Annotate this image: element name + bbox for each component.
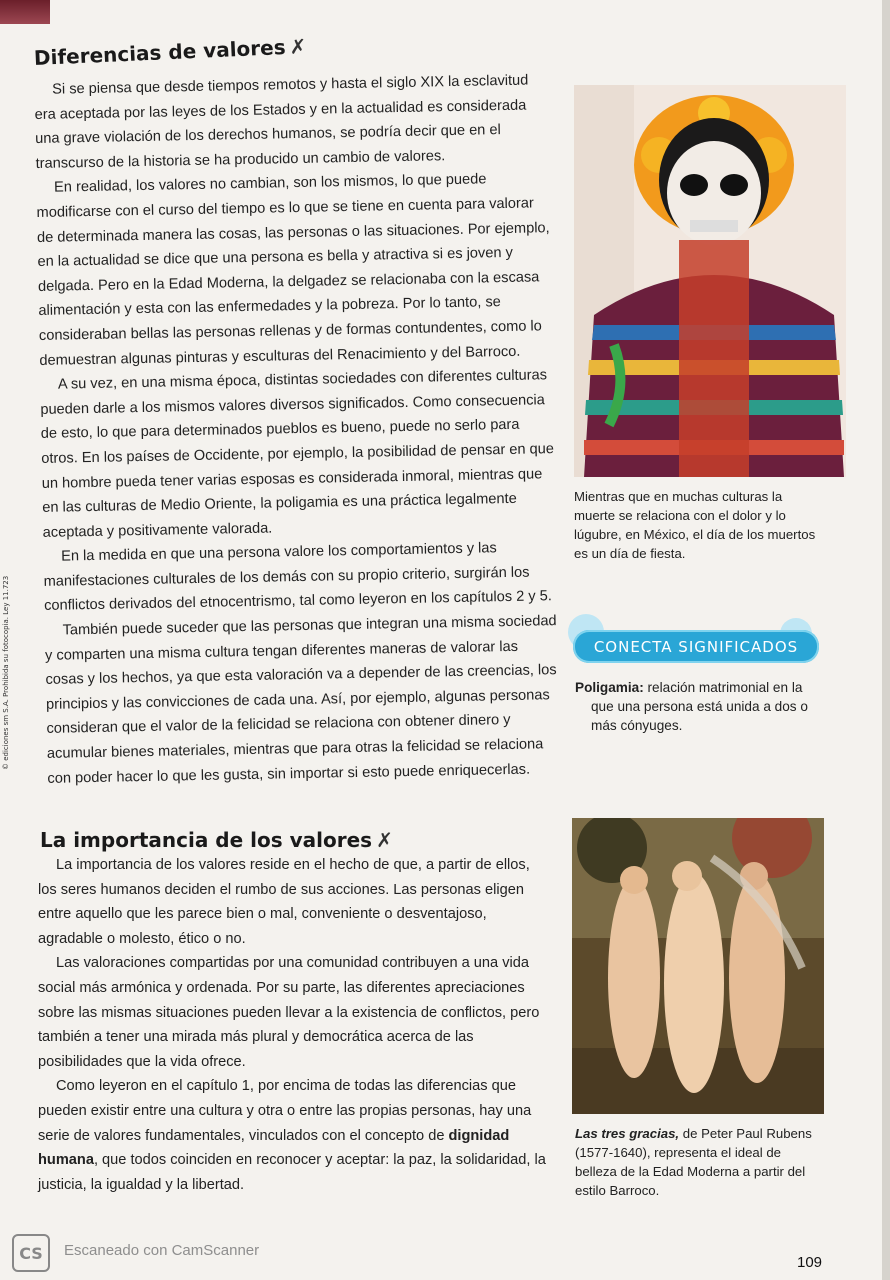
dignidad-humana-term: dignidad humana [38,1127,510,1169]
painting-title: Las tres gracias, [575,1126,680,1141]
page-edge [882,0,890,1280]
camscanner-logo-icon: CS [12,1234,50,1272]
section1-body [34,68,562,791]
day-of-dead-photo [574,85,846,477]
glossary-entry [575,678,820,735]
section2-title: La importancia de los valores ✗ [40,828,393,852]
glossary-definition-rest: que una persona está unida a dos o más cónyuges. [591,699,808,733]
section1-title: Diferencias de valores ✗ [33,34,307,70]
paragraph: La importancia de los valores reside en el hecho de que, a partir de ellos, los seres humanos deciden el rumbo de sus acciones. Las personas eligen entre aquello que les parece bien o mal, conveniente o desventajoso, agradable o molesto, ético o no. [38,857,530,947]
paragraph: Si se piensa que desde tiempos remotos y hasta el siglo XIX la esclavitud era aceptada por las leyes de los Estados y en la actualidad es considerada una grave violación de los derechos humanos, se podría decir que en el transcurso de la historia se ha producido un cambio de valores. [34,72,529,172]
photo2-caption: Las tres gracias, de Peter Paul Rubens (1577-1640), representa el ideal de belleza de la Edad Moderna a partir del estilo Barroco. [575,1126,812,1198]
scanner-watermark: Escaneado con CamScanner [64,1242,260,1259]
three-graces-painting [572,818,824,1114]
photo1-caption: Mientras que en muchas culturas la muerte se relaciona con el dolor y lo lúgubre, en México, el día de los muertos es un día de fiesta. [574,489,816,561]
paragraph: También puede suceder que las personas que integran una misma sociedad y comparten una misma cultura tengan diferentes maneras de valorar las cosas y los hechos, ya que esta valoración va a depender de las creencias, los principios y las convicciones de cada una. Así, por ejemplo, algunas personas consideran que el valor de la felicidad se relaciona con obtener dinero y acumular bienes materiales, mientras que para otras la felicidad se relaciona con poder hacer lo que les gusta, sin importar si esto puede enriquecerlas. [44,613,557,787]
paragraph: En realidad, los valores no cambian, son los mismos, lo que puede modificarse con el curso del tiempo es lo que se tiene en cuenta para valorar de determinada manera las cosas, las personas o las situaciones. Por ejemplo, en la actualidad se dice que una persona es bella y atractiva si es joven y delgada. Pero en la Edad Moderna, la delgadez se relacionaba con la escasa alimentación y esta con las enfermedades y la pobreza. Por lo tanto, se consideraban bellas las personas rellenas y de formas contundentes, como lo demuestran algunas pinturas y esculturas del Renacimiento y del Barroco. [36,171,550,369]
paragraph: En la medida en que una persona valore los comportamientos y las manifestaciones culturales de los demás con su propio criterio, surgirán los conflictos derivados del etnocentrismo, tal como leyeron en los capítulos 2 y 5. [43,540,553,615]
paragraph: Como leyeron en el capítulo 1, por encima de todas las diferencias que pueden existir entre una cultura y otra o entre las propias personas, hay una serie de valores fundamentales, vinculados con el concepto de dignidad humana, que todos coinciden en reconocer y aceptar: la paz, la solidaridad, la justicia, la igualdad y la libertad. [38,1078,546,1193]
paragraph: Las valoraciones compartidas por una comunidad contribuyen a una vida social más armónica y ordenada. Por su parte, las diferentes apreciaciones sobre las mismas situaciones pueden llevar a la existencia de conflictos, pero también a tener una mirada más plural y democrática acerca de las posibilidades que la vida ofrece. [38,955,540,1070]
pen-mark-icon: ✗ [289,34,307,59]
copyright-note: © ediciones sm S.A. Prohibida su fotocopia. Ley 11.723 [2,575,10,770]
page-number: 109 [797,1254,823,1271]
pen-mark-icon: ✗ [376,828,393,852]
paragraph: A su vez, en una misma época, distintas sociedades con diferentes culturas pueden darle a los mismos valores diversos significados. Como consecuencia de esto, lo que para determinados pueblos es bueno, puede no serlo para otros. En los países de Occidente, por ejemplo, la posibilidad de pensar en que un hombre pueda tener varias esposas es considerada inmoral, mientras que en las culturas de Medio Oriente, la poligamia es una práctica legalmente aceptada y positivamente valorada. [40,367,555,541]
glossary-definition: relación matrimonial en la [643,680,803,695]
section2-body [38,853,548,1197]
glossary-term: Poligamia: [575,680,644,695]
conecta-significados-badge: CONECTA SIGNIFICADOS [573,630,819,663]
binder-tab [0,0,50,24]
